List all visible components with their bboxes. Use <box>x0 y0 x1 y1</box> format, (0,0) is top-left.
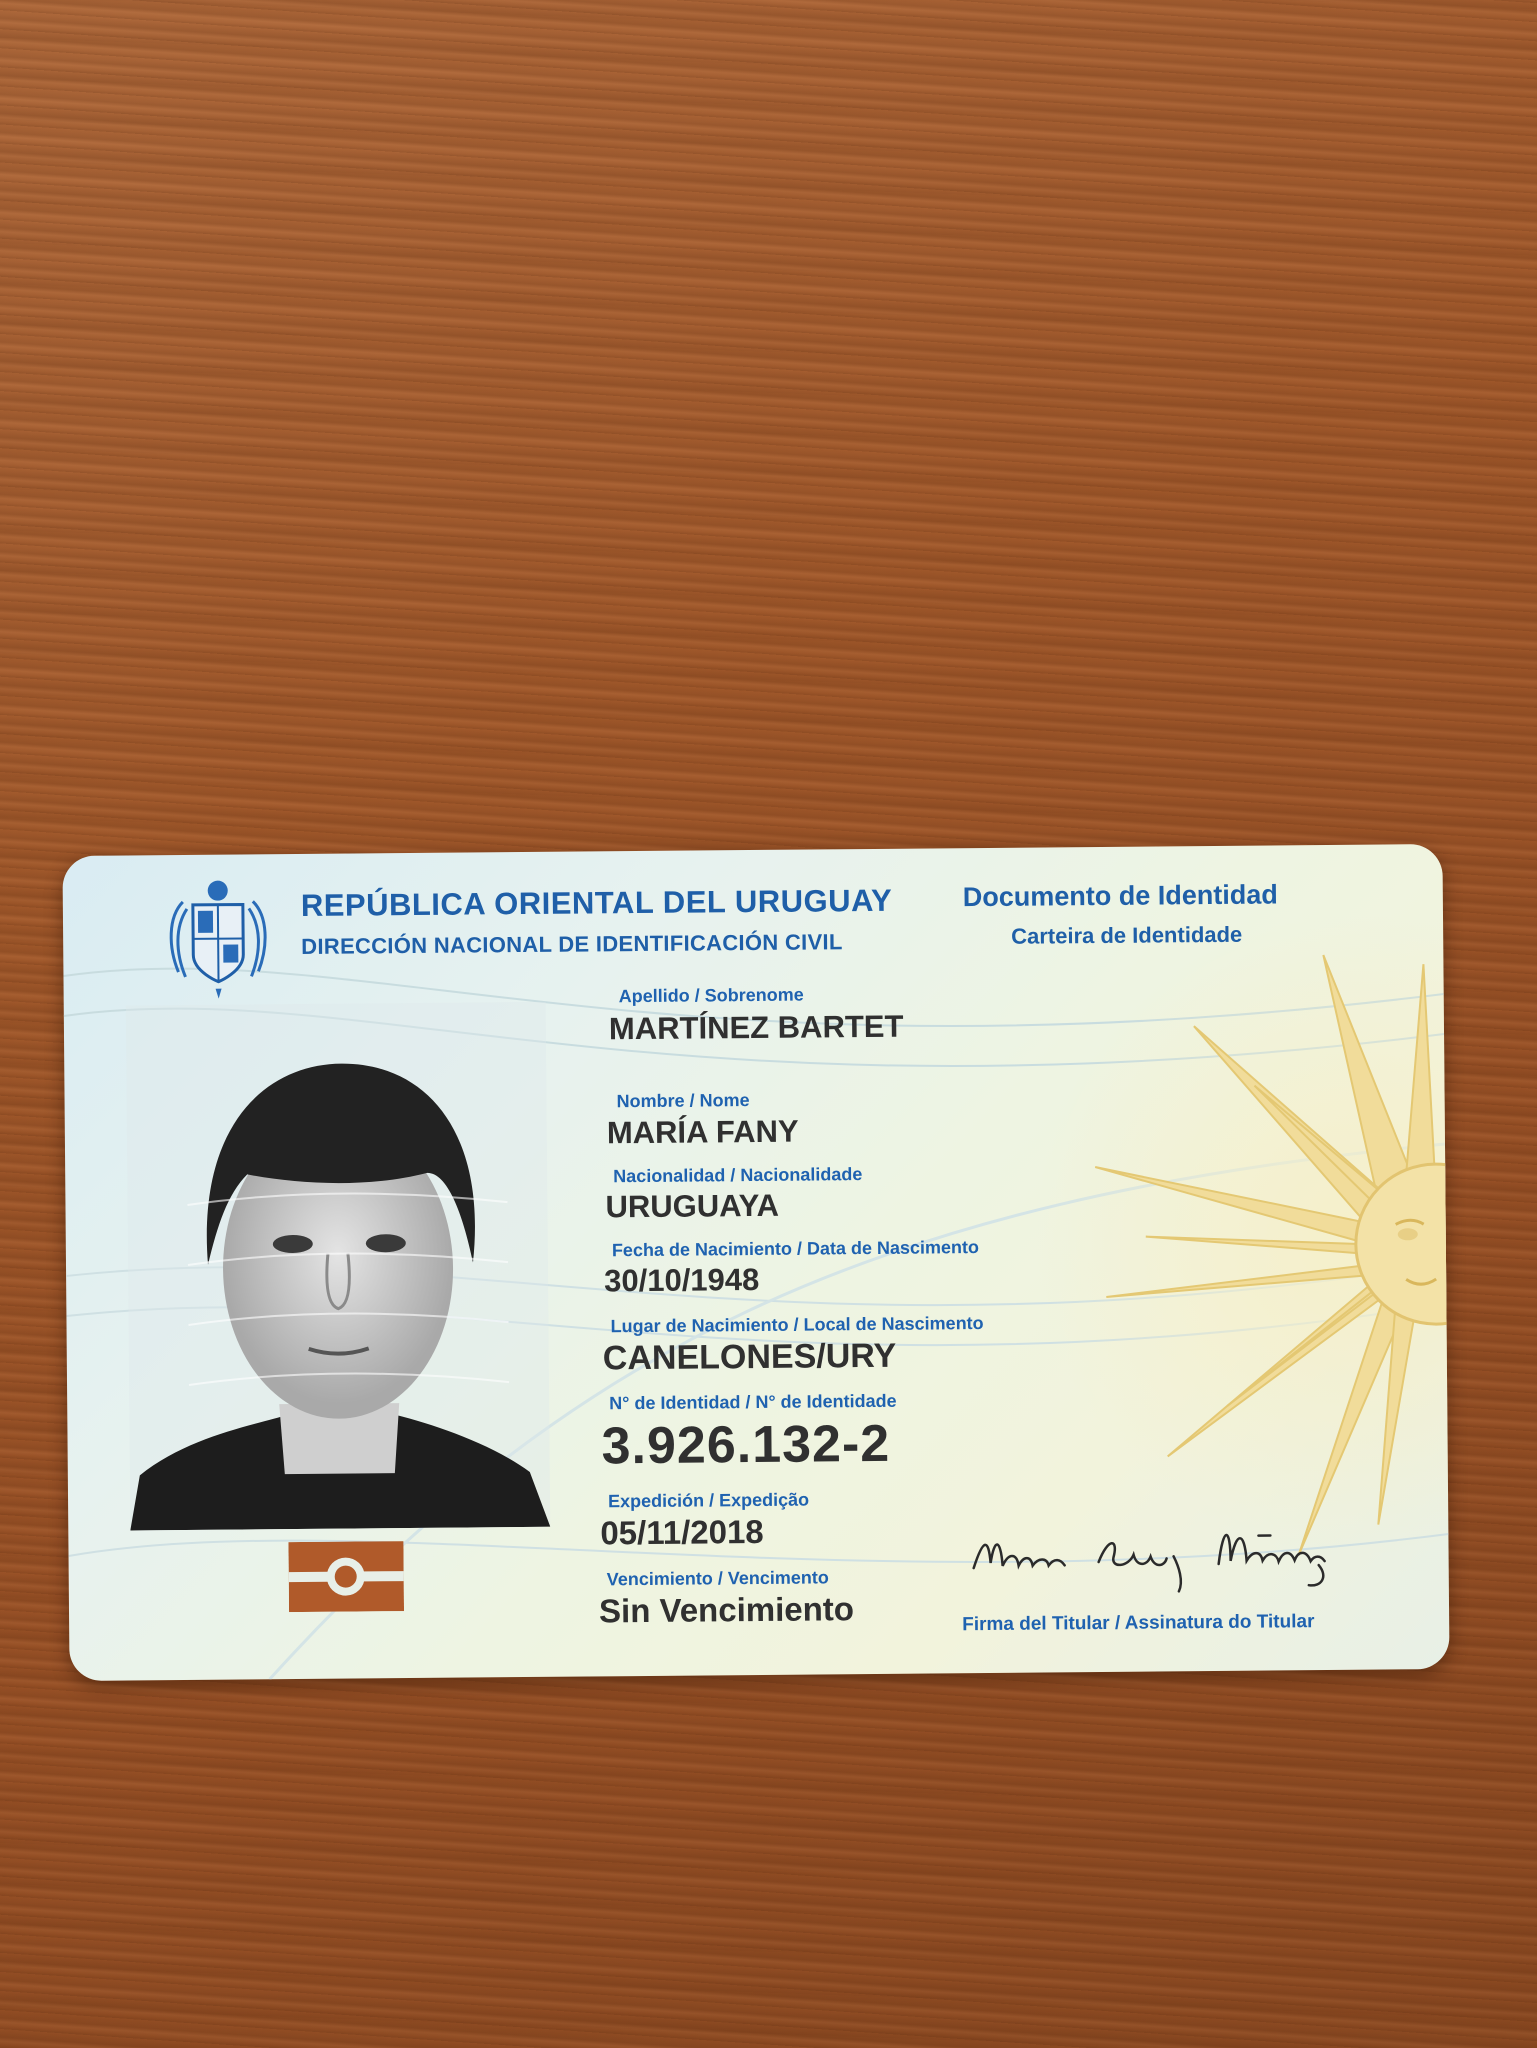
id-number-label: N° de Identidad / N° de Identidade <box>609 1390 897 1414</box>
surname-label: Apellido / Sobrenome <box>618 984 804 1007</box>
name-value: MARÍA FANY <box>606 1113 799 1151</box>
agency-title: DIRECCIÓN NACIONAL DE IDENTIFICACIÓN CIVIL <box>301 929 843 959</box>
dob-value: 30/10/1948 <box>604 1261 760 1299</box>
dnic-logo-icon <box>288 1541 404 1612</box>
holder-photo <box>126 1002 551 1531</box>
signature-label: Firma del Titular / Assinatura do Titular <box>962 1611 1315 1636</box>
expiry-label: Vencimiento / Vencimento <box>606 1567 829 1590</box>
document-title-es: Documento de Identidad <box>962 879 1278 913</box>
surname-value: MARTÍNEZ BARTET <box>608 1008 904 1047</box>
coat-of-arms-icon <box>163 876 274 1002</box>
nationality-value: URUGUAYA <box>605 1187 780 1225</box>
issue-date-value: 05/11/2018 <box>600 1512 764 1552</box>
dob-label: Fecha de Nacimiento / Data de Nascimento <box>611 1237 980 1261</box>
id-number-value: 3.926.132-2 <box>601 1414 891 1476</box>
country-title: REPÚBLICA ORIENTAL DEL URUGUAY <box>300 882 893 923</box>
issue-date-label: Expedición / Expedição <box>607 1489 810 1512</box>
sun-of-may-icon <box>1083 933 1449 1577</box>
nationality-label: Nacionalidad / Nacionalidade <box>613 1164 863 1187</box>
name-label: Nombre / Nome <box>616 1090 750 1112</box>
document-title-pt: Carteira de Identidade <box>1011 921 1243 949</box>
expiry-value: Sin Vencimiento <box>598 1590 855 1630</box>
pob-label: Lugar de Nacimiento / Local de Nascimento <box>610 1313 984 1337</box>
holder-signature <box>968 1505 1369 1598</box>
identity-card <box>62 844 1449 1681</box>
pob-value: CANELONES/URY <box>602 1336 897 1378</box>
